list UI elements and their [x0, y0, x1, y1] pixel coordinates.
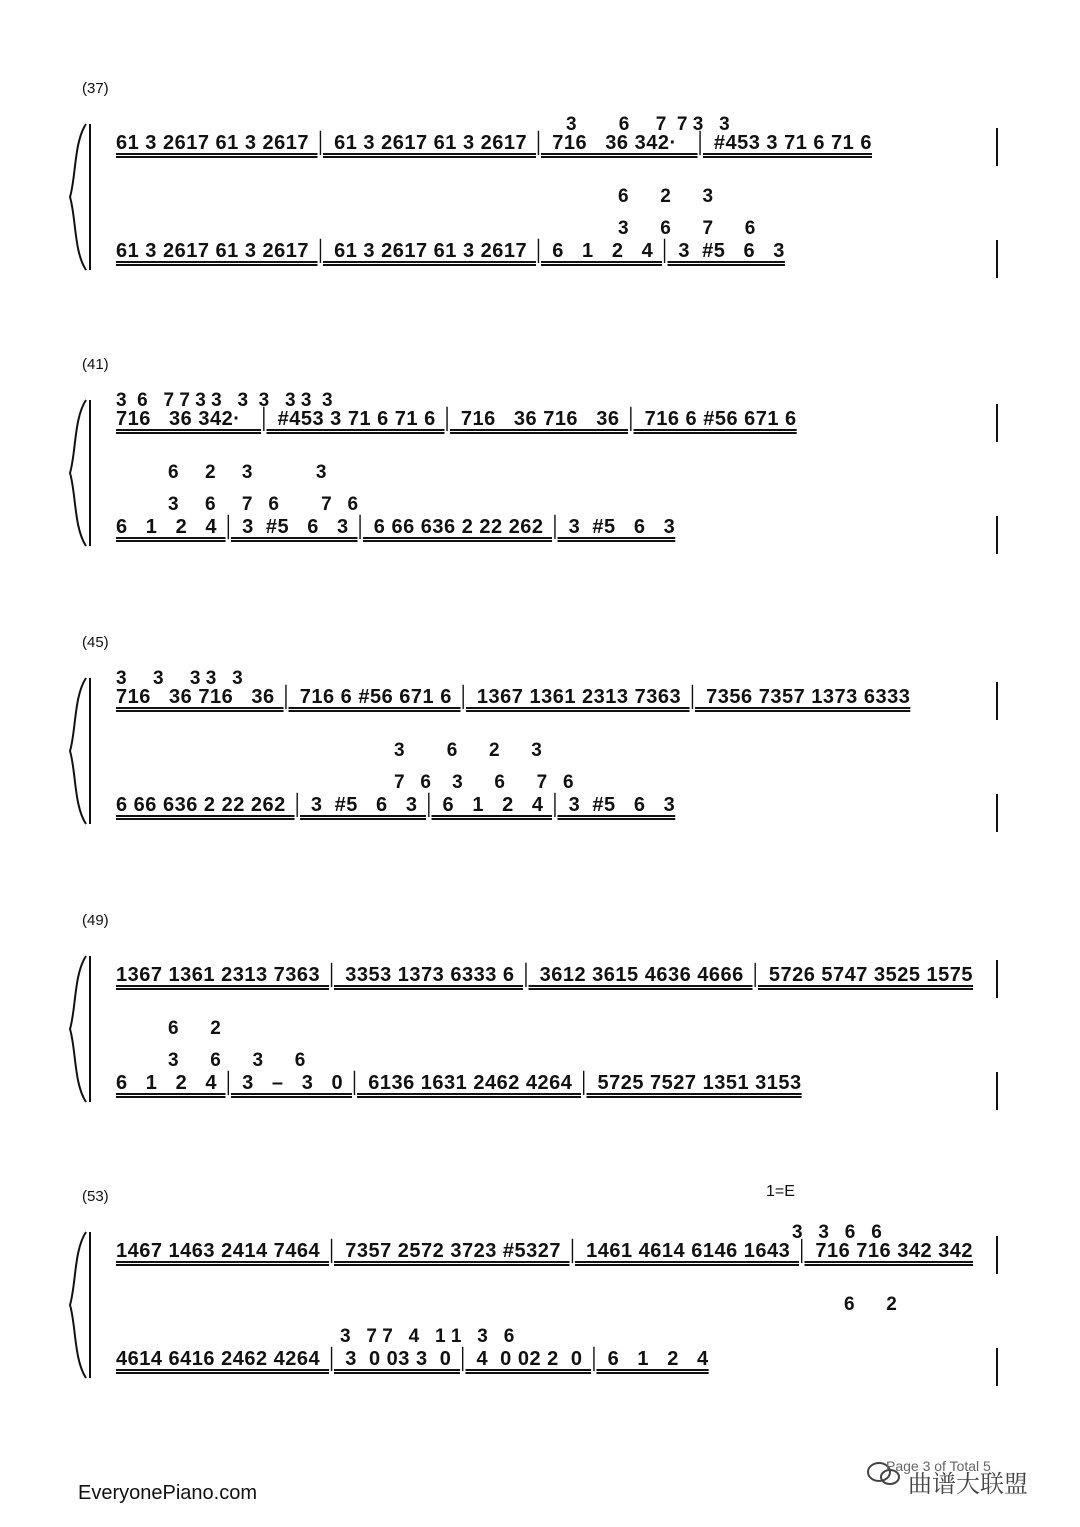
- bass-line: 6 1 2 4 │ 3 – 3 0 │ 6136 1631 2462 4264 │ 5725 7527 1351 3153: [116, 1072, 802, 1094]
- end-bar-line: [996, 240, 998, 278]
- end-bar-line: [996, 1072, 998, 1110]
- site-footer: EveryonePiano.com: [78, 1482, 257, 1504]
- system-41: [0, 356, 1080, 586]
- grand-staff-brace: [66, 398, 92, 548]
- end-bar-line: [996, 960, 998, 998]
- grand-staff-brace: [66, 676, 92, 826]
- end-bar-line: [996, 404, 998, 442]
- chord-upper: 3 6 2 3: [394, 740, 542, 761]
- chord-lower: 7 6 3 6 7 6: [394, 772, 574, 793]
- measure-number: (45): [82, 634, 109, 651]
- end-bar-line: [996, 794, 998, 832]
- treble-line: 1367 1361 2313 7363 │ 3353 1373 6333 6 │ 3612 3615 4636 4666 │ 5726 5747 3525 1575: [116, 964, 974, 986]
- system-49: [0, 912, 1080, 1142]
- treble-upper-notes: 3 3 6 6: [792, 1222, 882, 1243]
- chord-upper: 6 2 3 3: [168, 462, 327, 483]
- chord-upper: 6 2 3: [618, 186, 714, 207]
- grand-staff-brace: [66, 122, 92, 272]
- treble-upper-notes: 3 6 7 7 3 3: [566, 114, 730, 135]
- end-bar-line: [996, 128, 998, 166]
- key-signature: 1=E: [766, 1183, 795, 1200]
- end-bar-line: [996, 682, 998, 720]
- treble-line: 716 36 342· │ #453 3 71 6 71 6 │ 716 36 716 36 │ 716 6 #56 671 6: [116, 408, 797, 430]
- end-bar-line: [996, 516, 998, 554]
- measure-number: (41): [82, 356, 109, 373]
- treble-line: 716 36 716 36 │ 716 6 #56 671 6 │ 1367 1361 2313 7363 │ 7356 7357 1373 6333: [116, 686, 911, 708]
- wechat-watermark: 曲谱大联盟: [908, 1471, 1028, 1498]
- bass-line: 6 66 636 2 22 262 │ 3 #5 6 3 │ 6 1 2 4 │ 3 #5 6 3: [116, 794, 676, 816]
- chord-lower: 3 6 7 6: [618, 218, 756, 239]
- chord-lower: 3 6 7 6 7 6: [168, 494, 359, 515]
- system-45: [0, 634, 1080, 864]
- measure-number: (49): [82, 912, 109, 929]
- treble-line: 1467 1463 2414 7464 │ 7357 2572 3723 #5327 │ 1461 4614 6146 1643 │ 716 716 342 342: [116, 1240, 974, 1262]
- measure-number: (37): [82, 80, 109, 97]
- end-bar-line: [996, 1348, 998, 1386]
- end-bar-line: [996, 1236, 998, 1274]
- bass-line: 4614 6416 2462 4264 │ 3 0 03 3 0 │ 4 0 02 2 0 │ 6 1 2 4: [116, 1348, 709, 1370]
- chord-lower: 3 6 3 6: [168, 1050, 306, 1071]
- page-info: Page 3 of Total 5: [886, 1458, 991, 1474]
- measure-number: (53): [82, 1188, 109, 1205]
- system-37: [0, 80, 1080, 310]
- grand-staff-brace: [66, 1230, 92, 1380]
- grand-staff-brace: [66, 954, 92, 1104]
- bass-line: 6 1 2 4 │ 3 #5 6 3 │ 6 66 636 2 22 262 │ 3 #5 6 3: [116, 516, 676, 538]
- treble-upper-notes: 3 6 7 7 3 3 3 3 3 3 3: [116, 390, 333, 411]
- system-53: [0, 1188, 1080, 1418]
- chord-upper: 6 2: [844, 1294, 897, 1315]
- treble-upper-notes: 3 3 3 3 3: [116, 668, 243, 689]
- treble-line: 61 3 2617 61 3 2617 │ 61 3 2617 61 3 2617 │ 716 36 342· │ #453 3 71 6 71 6: [116, 132, 872, 154]
- bass-line: 61 3 2617 61 3 2617 │ 61 3 2617 61 3 2617 │ 6 1 2 4 │ 3 #5 6 3: [116, 240, 785, 262]
- chord-lower: 3 7 7 4 1 1 3 6: [340, 1326, 515, 1347]
- chord-upper: 6 2: [168, 1018, 221, 1039]
